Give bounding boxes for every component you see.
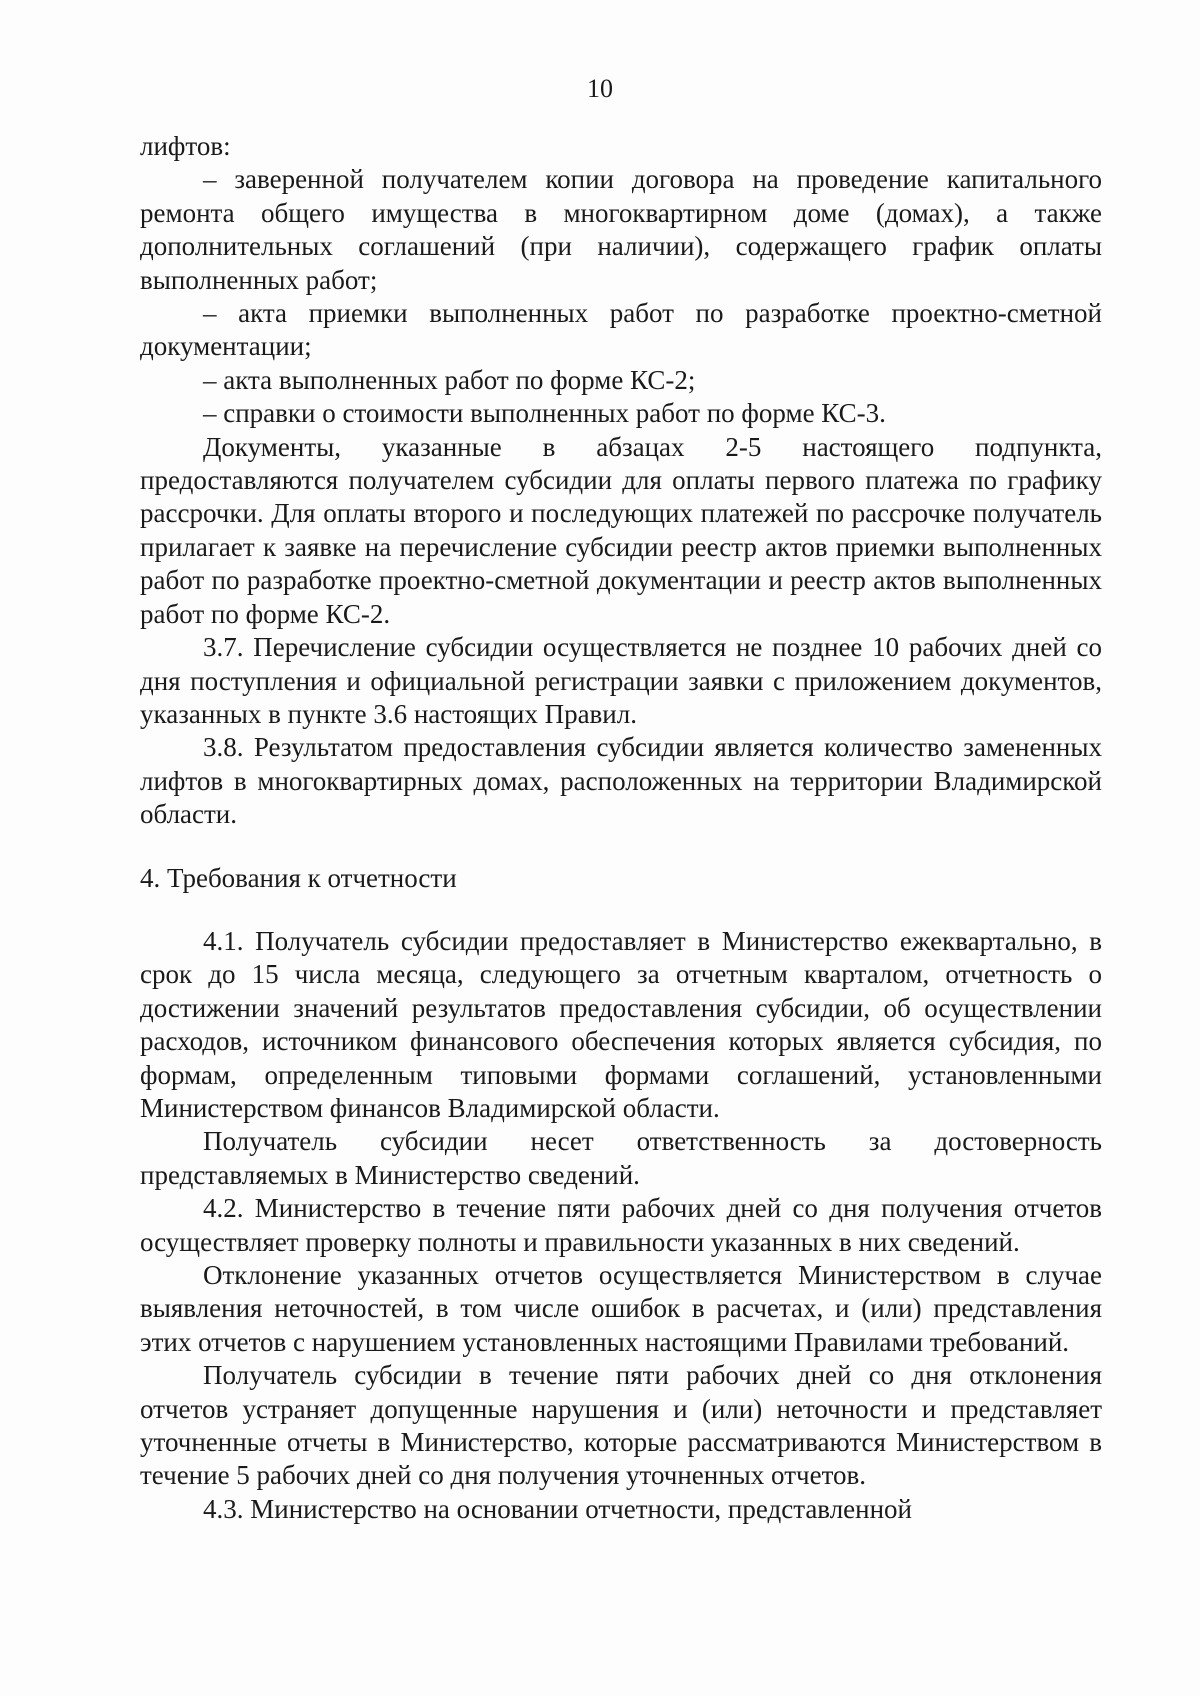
- clause-3-8: 3.8. Результатом предоставления субсидии является количество замененных лифтов в многоквартирных домах, расположенных на территории Владимирской области.: [140, 732, 1102, 830]
- paragraph-documents: Документы, указанные в абзацах 2-5 настоящего подпункта, предоставляются получателем субсидии для оплаты первого платежа по графику рассрочки. Для оплаты второго и последующих платежей по рассрочке получатель прилагает к заявке на перечисление субсидии реестр актов приемки выполненных работ по разработке проектно-сметной документации и реестр актов выполненных работ по форме КС-2.: [140, 431, 1102, 629]
- page-number: 10: [587, 74, 613, 103]
- document-body: [140, 130, 1102, 1526]
- clause-3-7: 3.7. Перечисление субсидии осуществляется не позднее 10 рабочих дней со дня поступления и официальной регистрации заявки с приложением документов, указанных в пункте 3.6 настоящих Правил.: [140, 632, 1102, 729]
- list-item-design-acceptance: – акта приемки выполненных работ по разработке проектно-сметной документации;: [140, 298, 1102, 362]
- clause-4-2: 4.2. Министерство в течение пяти рабочих дней со дня получения отчетов осуществляет проверку полноты и правильности указанных в них сведений.: [140, 1193, 1102, 1257]
- section-heading: 4. Требования к отчетности: [140, 862, 457, 893]
- clause-4-3: 4.3. Министерство на основании отчетности, представленной: [203, 1493, 913, 1524]
- paragraph-responsibility: Получатель субсидии несет ответственность за достоверность представляемых в Министерство сведений.: [140, 1126, 1102, 1190]
- clause-4-1: 4.1. Получатель субсидии предоставляет в Министерство ежеквартально, в срок до 15 числа месяца, следующего за отчетным кварталом, отчетность о достижении значений результатов предоставления субсидии, об осуществлении расходов, источником финансового обеспечения которых является субсидия, по формам, определенным типовыми формами соглашений, установленными Министерством финансов Владимирской области.: [140, 925, 1102, 1123]
- paragraph-correction: Получатель субсидии в течение пяти рабочих дней со дня отклонения отчетов устраняет допущенные нарушения и (или) неточности и представляет уточненные отчеты в Министерство, которые рассматриваются Министерством в течение 5 рабочих дней со дня получения уточненных отчетов.: [140, 1360, 1102, 1491]
- paragraph-rejection: Отклонение указанных отчетов осуществляется Министерством в случае выявления неточностей, в том числе ошибок в расчетах, и (или) представления этих отчетов с нарушением установленных настоящими Правилами требований.: [140, 1260, 1102, 1357]
- list-item-contract: – заверенной получателем копии договора на проведение капитального ремонта общего имущества в многоквартирном доме (домах), а также дополнительных соглашений (при наличии), содержащего график оплаты выполненных работ;: [140, 164, 1102, 295]
- list-item-ks3: – справки о стоимости выполненных работ по форме КС-3.: [203, 398, 886, 429]
- paragraph-continuation: лифтов:: [140, 131, 231, 161]
- list-item-ks2: – акта выполненных работ по форме КС-2;: [203, 364, 696, 395]
